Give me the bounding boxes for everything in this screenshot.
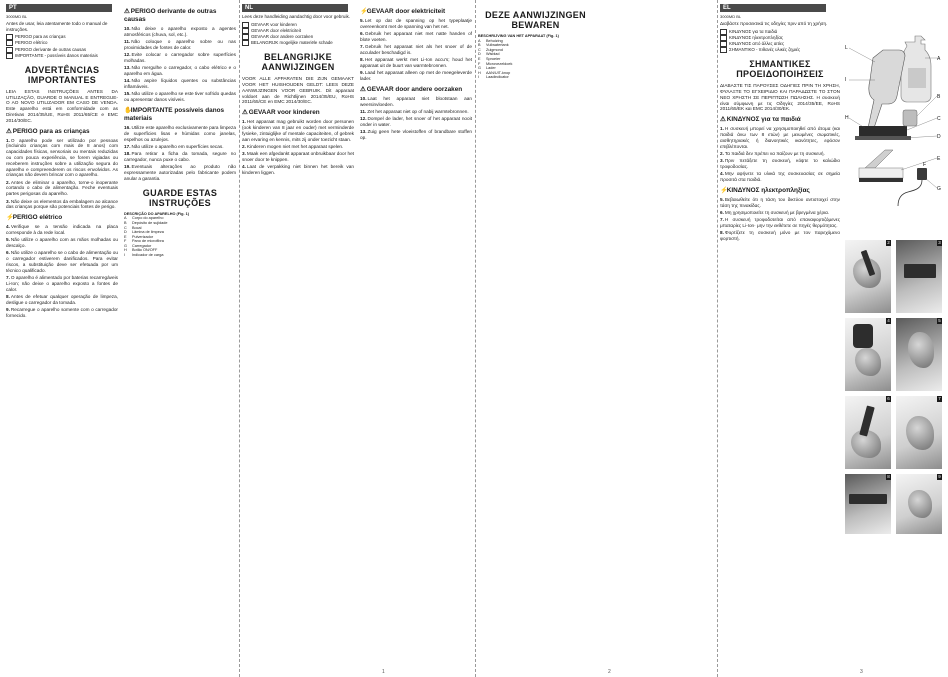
pt-column-1 [6, 4, 118, 665]
fold-line [717, 0, 718, 677]
instruction-photo: 9 [896, 474, 942, 534]
figure-label: A [937, 56, 941, 62]
pt-section-head: ⚠ PERIGO derivante de outras causas [124, 8, 217, 23]
nl-item: 1.Het apparaat mag gebruikt worden door personen (ook kinderen van 8 jaar en ouder) met verminderde fysieke, zintuiglijke of mentale capaciteiten, of gebrek aan ervaring en kennis, mits zij onder toezicht staan. [242, 119, 354, 142]
pt-column-2 [124, 4, 236, 665]
child-warning-icon [6, 34, 13, 40]
child-warning-icon [720, 29, 727, 35]
general-warning-icon: ⚠ [360, 85, 366, 93]
el-item: 2.Τα παιδιά δεν πρέπει να παίζουν με τη συσκευή. [720, 150, 825, 156]
nl-item: 11.Zet het apparaat niet op of nabij warmtebronnen. [360, 109, 469, 115]
pt-item: 4.Verifique se a tensão indicada na placa corresponde à da rede local. [6, 224, 118, 235]
pt-item: 18.Para retirar a ficha da tomada, segure no carregador, nunca puxe o cabo. [124, 151, 236, 163]
pt-section-body [124, 26, 236, 103]
nl-item: 9.Laad het apparaat alleen op met de meegeleverde lader. [360, 70, 472, 82]
figure-label: G [937, 186, 941, 192]
nl-warning-intro: VOOR ALLE APPARATEN DIE ZIJN GEMAAKT VOOR HET HUISHOUDEN GELDT: LEES DEZE AANWIJZINGEN VOOR GEBRUIK. Dit apparaat voldoet aan de Richtlijnen 2014/35/EU, RoHS 2011/65/CE en EMC 2014/30/EC. [242, 76, 354, 105]
pt-section-head: ⚠ PERIGO para as crianças [6, 127, 90, 135]
pt-part: E Pulverizador [124, 234, 154, 239]
pt-item: 14.Não aspire líquidos quentes ou substâncias inflamáveis. [124, 78, 236, 90]
el-symbol-row: ΚΙΝΔΥΝΟΣ ηλεκτροπληξίας [720, 35, 840, 41]
page-number: 2 [608, 669, 611, 675]
fold-line [475, 0, 476, 677]
nl-part: C Zuigmond [478, 47, 503, 52]
nl-part: F Microvezeldoek [478, 61, 513, 66]
figure-label: I [845, 77, 847, 83]
pt-part: G Carregador [124, 243, 152, 248]
pt-item: 13.Não mergulhe o carregador, o cabo elétrico e o aparelho em água. [124, 65, 236, 77]
pt-item: 16.Utilize este aparelho exclusivamente para limpeza de superfícies lisas e húmidas como janelas, espelhos ou azulejos. [124, 125, 236, 142]
el-item: 1.Η συσκευή μπορεί να χρησιμοποιηθεί από άτομα (και παιδιά άνω των 8 ετών) με μειωμένες σωματικές, αισθητηριακές ή διανοητικές ικανότητες, εφόσον επιβλέπονται. [720, 126, 840, 149]
el-symbol-row: ΚΙΝΔΥΝΟΣ για τα παιδιά [720, 29, 840, 35]
nl-item: 7.Gebruik het apparaat niet als het snoer of de acculader beschadigd is. [360, 44, 472, 55]
nl-column-3 [478, 4, 593, 665]
el-language-tag: EL [720, 4, 826, 12]
instruction-photo: 8 [845, 474, 891, 534]
product-figure-panel [845, 4, 942, 665]
nl-symbol-row: GEVAAR voor kinderen [242, 22, 354, 28]
nl-item: 2.Kinderen mogen niet met het apparaat spelen. [242, 143, 344, 149]
nl-symbol-row: GEVAAR door andere oorzaken [242, 34, 354, 40]
pt-warning-intro: LEIA ESTAS INSTRUÇÕES ANTES DA UTILIZAÇÃO, GUARDE O MANUAL E ENTREGUE-O AO NOVO UTILIZADOR EM CASO DE VENDA. Este aparelho está em conformidade com as Diretivas 2014/35/UE, RoHS 2011/65/CE e EMC 2014/30/EC. [6, 88, 118, 123]
page-number: 3 [860, 669, 863, 675]
figure-label: H [845, 115, 849, 121]
el-item: 5.Βεβαιωθείτε ότι η τάση του δικτύου αντιστοιχεί στην τάση της πινακίδας. [720, 196, 840, 208]
pt-item: 10.Não deixe o aparelho exposto a agentes atmosféricos (chuva, sol, etc.). [124, 26, 236, 37]
el-item: 4.Μην αφήνετε τα υλικά της συσκευασίας σε σημεία προσιτά στα παιδιά. [720, 171, 840, 183]
figure-label: D [937, 134, 941, 140]
el-item: 3.Πριν πετάξετε τη συσκευή, κόψτε το καλώδιο τροφοδοσίας. [720, 158, 840, 169]
page-dutch-continued [478, 4, 714, 665]
pt-part: H Botão ON/OFF [124, 248, 158, 253]
nl-item: 5.Let op dat de spanning op het typeplaatje overeenkomt met de spanning van het net. [360, 18, 472, 29]
nl-section-head: ⚠ GEVAAR voor kinderen [242, 109, 320, 117]
electric-warning-icon: ⚡ [6, 214, 14, 222]
nl-column-2 [360, 4, 472, 665]
figure-label: F [923, 162, 927, 168]
nl-item: 8.Het apparaat werkt met Li-Ion accu's; houd het apparaat uit de buurt van warmtebronnen. [360, 57, 472, 69]
pt-parts-head: DESCRIÇÃO DO APARELHO (Fig. 1) [124, 211, 189, 216]
instruction-photo: 2 [845, 240, 891, 313]
page-greek [720, 4, 942, 665]
el-warning-intro: ΔΙΑΒΑΣΤΕ ΤΙΣ ΠΑΡΟΥΣΕΣ ΟΔΗΓΙΕΣ ΠΡΙΝ ΤΗ ΧΡΗΣΗ, ΦΥΛΑΞΤΕ ΤΟ ΕΓΧΕΙΡΙΔΙΟ ΚΑΙ ΠΑΡΑΔΩΣΤΕ ΤΟ ΣΤΟΝ ΝΕΟ ΧΡΗΣΤΗ ΣΕ ΠΕΡΙΠΤΩΣΗ ΠΩΛΗΣΗΣ. Η συσκευή είναι σύμφωνη με τις Οδηγίες 2014/35/ΕΕ, RoHS 2011/65/ΕΚ και EMC 2014/30/ΕΚ. [720, 83, 840, 112]
figure-label: C [937, 116, 941, 122]
el-intro: Διαβάστε προσεκτικά τις οδηγίες πριν από τη χρήση. [720, 21, 828, 26]
nl-part: E Sproeier [478, 56, 501, 61]
child-warning-icon: ⚠ [6, 127, 12, 135]
figure-label: L [845, 45, 848, 51]
nl-part: I Laadindicator [478, 75, 509, 80]
child-warning-icon: ⚠ [242, 109, 248, 117]
window-vacuum-diagram [845, 18, 942, 218]
general-warning-icon [720, 41, 727, 47]
electric-warning-icon [6, 40, 13, 46]
electric-warning-icon [720, 35, 727, 41]
pt-symbol-row: PERIGO derivante de outras causas [6, 47, 118, 53]
page-portuguese [6, 4, 236, 665]
el-title: ΣΗΜΑΝΤΙΚΕΣ ΠΡΟΕΙΔΟΠΟΙΗΣΕΙΣ [736, 59, 824, 80]
pt-item: 12.Evite colocar o carregador sobre superfícies molhadas. [124, 52, 236, 63]
el-section-body [720, 197, 840, 242]
pt-item: 1.O aparelho pode ser utilizado por pessoas (incluindo crianças com mais de 8 anos) com capacidades físicas, sensoriais ou mentais reduzidas ou com pouca experiência, se forem vigiadas ou receberem instruções sobre a utilização segura do aparelho e compreenderem os riscos envolvidos. As crianças não devem brincar com o aparelho. [6, 137, 118, 178]
el-column [720, 4, 840, 665]
nl-language-tag: NL [242, 4, 348, 12]
nl-item: 3.Maak een afgedankt apparaat onbruikbaar door het snoer door te knippen. [242, 151, 354, 162]
general-warning-icon [6, 47, 13, 53]
instruction-photo: 3 [896, 240, 942, 313]
page-number: 1 [382, 669, 385, 675]
nl-section-body [242, 119, 354, 176]
nl-section-body [360, 96, 472, 141]
pt-part: F Pano de microfibra [124, 239, 164, 244]
pt-item: 6.Não utilize o aparelho se o cabo de alimentação ou o carregador estiverem danificados. Para evitar riscos, a substituição deve ser efetuada por um técnico qualificado. [6, 250, 118, 273]
electric-warning-icon: ⚡ [360, 8, 368, 15]
pt-section-body [6, 224, 118, 318]
pt-part: I Indicador de carga [124, 253, 164, 258]
general-warning-icon: ⚠ [124, 8, 130, 15]
nl-item: 13.Zuig geen hete vloeistoffen of brandbare stoffen op. [360, 129, 472, 141]
pt-item: 15.Não utilize o aparelho se este tiver sofrido quedas ou apresentar danos visíveis. [124, 91, 236, 103]
nl-section-head: ⚠ GEVAAR door andere oorzaken [360, 85, 463, 93]
instruction-photo: 6 [845, 396, 891, 469]
important-icon: ✋ [124, 107, 132, 115]
figure-label: B [937, 94, 941, 100]
pt-symbol-row: IMPORTANTE - possíveis danos materiais [6, 53, 118, 59]
page-dutch [242, 4, 472, 665]
pt-item: 19.Eventuais alterações ao produto não expressamente autorizadas pelo fabricante podem anular a garantia. [124, 164, 236, 181]
el-section-body [720, 126, 840, 183]
nl-symbol-row: BELANGRIJK mogelijke materiële schade [242, 40, 354, 46]
el-symbol-row: ΚΙΝΔΥΝΟΣ από άλλες αιτίες [720, 41, 840, 47]
nl-title: BELANGRIJKE AANWIJZINGEN [261, 52, 335, 73]
electric-warning-icon: ⚡ [720, 186, 728, 194]
important-icon [242, 40, 249, 46]
fold-line [239, 0, 240, 677]
pt-item: 5.Não utilize o aparelho com as mãos molhadas ou descalço. [6, 237, 118, 249]
nl-parts-head: BESCHRIJVING VAN HET APPARAAT (Fig. 1) [478, 34, 559, 38]
nl-part: D Wisblad [478, 52, 500, 57]
pt-symbol-legend [6, 34, 118, 59]
pt-part: A Corpo do aparelho [124, 216, 164, 221]
nl-column-1 [242, 4, 354, 665]
pt-item: 17.Não utilize o aparelho em superfícies secas. [124, 143, 224, 149]
pt-section-body [124, 125, 236, 182]
nl-item: 4.Laat de verpakking niet binnen het bereik van kinderen liggen. [242, 164, 354, 176]
pt-guard-title: GUARDE ESTAS INSTRUÇÕES [142, 187, 218, 208]
instruction-photo: 5 [896, 318, 942, 391]
spray-bottle-illustration [901, 36, 931, 102]
pt-item: 3.Não deixe os elementos da embalagem ao alcance das crianças porque são potenciais fontes de perigo. [6, 198, 118, 210]
pt-symbol-row: PERIGO elétrico [6, 40, 118, 46]
el-symbol-row: ΣΗΜΑΝΤΙΚΟ - πιθανές υλικές ζημιές [720, 47, 840, 53]
pt-item: 7.O aparelho é alimentado por baterias recarregáveis Li-Ion; não deixe o aparelho exposto a fontes de calor. [6, 275, 118, 292]
pt-item: 9.Recarregue o aparelho somente com o carregador fornecido. [6, 307, 118, 318]
el-model-label: 3000MD BL [720, 14, 742, 19]
pt-section-head: ⚡ PERIGO elétrico [6, 214, 63, 222]
pt-section-head: ✋ IMPORTANTE possíveis danos materiais [124, 107, 225, 123]
nl-guard-title: DEZE AANWIJZINGEN BEWAREN [485, 10, 586, 30]
nl-item: 6.Gebruik het apparaat niet met natte handen of blote voeten. [360, 31, 472, 42]
pt-item: 8.Antes de efetuar qualquer operação de limpeza, desligue o carregador da tomada. [6, 293, 118, 305]
child-warning-icon [242, 22, 249, 28]
nl-intro: Lees deze handleiding aandachtig door voor gebruik. [242, 14, 351, 19]
el-section-head: ⚡ ΚΙΝΔΥΝΟΣ ηλεκτροπληξίας [720, 186, 810, 194]
el-item: 7.Η συσκευή τροφοδοτείται από επαναφορτιζόμενες μπαταρίες Li-Ion· μην την εκθέτετε σε πηγές θερμότητας. [720, 217, 840, 229]
nl-symbol-legend [242, 22, 354, 47]
pt-part: C Bocal [124, 225, 142, 230]
nl-item: 12.Dompel de lader, het snoer of het apparaat nooit onder in water. [360, 116, 472, 128]
pt-symbol-row: PERIGO para as crianças [6, 34, 118, 40]
pt-section-body [6, 138, 118, 211]
nl-part: H AAN/UIT-knop [478, 70, 511, 75]
nl-symbol-row: GEVAAR door elektriciteit [242, 28, 354, 34]
pt-item: 11.Não coloque o aparelho sobre ou nas proximidades de fontes de calor. [124, 39, 236, 50]
el-section-head: ⚠ ΚΙΝΔΥΝΟΣ για τα παιδιά [720, 116, 801, 124]
nl-part: B Vuilwatertank [478, 43, 509, 48]
pt-model-label: 3000MD BL [6, 14, 28, 19]
nl-part: A Behuizing [478, 38, 503, 43]
pt-intro: Antes de usar, leia atentamente todo o manual de instruções. [6, 21, 108, 32]
nl-section-head: ⚡ GEVAAR door elektriciteit [360, 8, 446, 15]
electric-warning-icon [242, 28, 249, 34]
pt-title: ADVERTÊNCIAS IMPORTANTES [24, 64, 100, 85]
el-item: 6.Μη χρησιμοποιείτε τη συσκευή με βρεγμένα χέρια. [720, 209, 830, 215]
instruction-photo: 7 [896, 396, 942, 469]
el-item: 8.Φορτίζετε τη συσκευή μόνο με τον παρεχόμενο φορτιστή. [720, 230, 840, 242]
important-icon [6, 53, 13, 59]
nl-section-body [360, 18, 472, 82]
pt-language-tag: PT [6, 4, 112, 12]
microfibre-pad-illustration [859, 150, 903, 182]
pt-part: B Depósito de sujidade [124, 220, 168, 225]
pt-part: D Lâmina de limpeza [124, 230, 164, 235]
instruction-photo: 4 [845, 318, 891, 391]
pt-item: 2.Antes de eliminar o aparelho, torne-o inoperante cortando o cabo de alimentação. Feche eventuais partes perigosas do aparelho. [6, 179, 118, 197]
pt-parts-list [124, 212, 236, 258]
nl-part: G Lader [478, 66, 496, 71]
figure-label: E [937, 156, 941, 162]
nl-item: 10.Laat het apparaat niet blootstaan aan weersinvloeden. [360, 95, 472, 107]
child-warning-icon: ⚠ [720, 116, 726, 124]
nl-parts-list [478, 34, 593, 80]
el-symbol-legend [720, 29, 840, 54]
important-icon [720, 47, 727, 53]
general-warning-icon [242, 34, 249, 40]
